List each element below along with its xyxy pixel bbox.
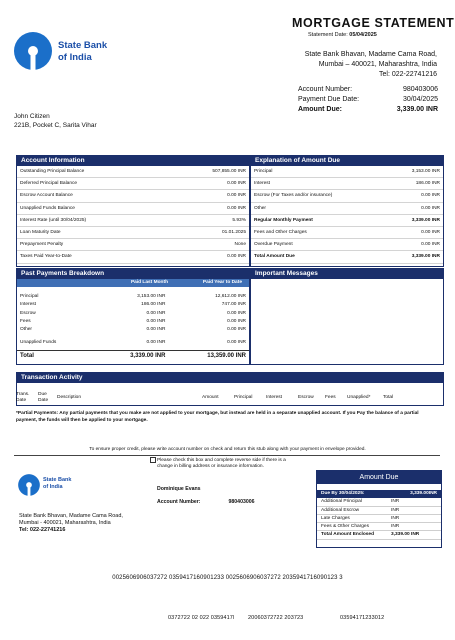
col-due-date: Due Date (38, 392, 49, 403)
stub-amount-label: Fees & Other Charges (321, 524, 369, 530)
stub-amount-value[interactable]: INR (391, 499, 400, 505)
account-info-row (17, 239, 249, 251)
account-info-row (17, 215, 249, 227)
important-messages-panel (250, 268, 444, 365)
explanation-row-label: Regular Monthly Payment (254, 217, 313, 223)
micr-line-lower-c: 03594171233012 (340, 615, 385, 621)
past-payment-label: Escrow (20, 310, 36, 316)
explanation-row-value: 0.00 INR (421, 193, 440, 199)
stub-due-by-row: Due By 30/04/2025: 3,339.00INR (317, 490, 441, 498)
stub-amount-due-box (316, 470, 442, 548)
credit-note: To ensure proper credit, please write account number on check and return this stub along with your payment in envelope provided. (89, 447, 366, 452)
stub-amount-value[interactable]: INR (391, 515, 400, 521)
past-payment-label: Other (20, 327, 32, 333)
past-payment-label: Fees (20, 318, 31, 324)
stub-amount-value[interactable]: INR (391, 507, 400, 513)
past-payment-label: Principal (20, 294, 39, 299)
account-info-row-value: 0.00 INR (227, 205, 246, 211)
sbi-logo-icon (12, 30, 54, 72)
address-change-checkbox[interactable] (150, 457, 156, 463)
col-escrow: Escrow (298, 395, 314, 400)
account-summary: Account Number: 980403006 Payment Due Date: 30/04/2025 Amount Due: 3,339.00 INR (298, 86, 438, 113)
explanation-row (251, 251, 443, 263)
micr-line-lower-b: 20060372722 203723 (248, 615, 304, 621)
account-info-row-label: Unapplied Funds Balance (20, 205, 75, 211)
account-info-row-value: 0.00 INR (227, 181, 246, 187)
past-payment-last: 186.00 INR (141, 302, 166, 308)
explanation-row-value: 3,153.00 INR (411, 169, 440, 174)
customer-address: John Citizen 221B, Pocket C, Sarita Vihar (14, 113, 97, 129)
past-payments-total-row: Total 3,339.00 INR 13,359.00 INR (17, 350, 249, 361)
account-info-row-value: 01.01.2025 (221, 229, 246, 235)
explanation-row-value: 3,339.00 INR (411, 217, 440, 223)
past-payment-last: 3,153.00 INR (137, 294, 166, 299)
explanation-row-value: 0.00 INR (421, 242, 440, 248)
stub-account-number: Account Number: 980403006 (157, 499, 255, 505)
account-info-row-label: Prepayment Penalty (20, 242, 64, 248)
account-info-row (17, 227, 249, 239)
account-information-title: Account Information (17, 156, 249, 166)
account-info-row (17, 166, 249, 178)
stub-amount-value[interactable]: INR (391, 524, 400, 530)
past-payment-ytd: 0.00 INR (227, 318, 246, 324)
statement-date: Statement Date: 05/04/2025 (308, 32, 377, 38)
explanation-row-value: 0.00 INR (421, 205, 440, 211)
sbi-logo-small-icon (17, 473, 41, 497)
explanation-row-label: Interest (254, 181, 270, 187)
account-info-row-label: Interest Rate (until 30/04/2025) (20, 217, 87, 223)
micr-line-lower-a: 0372722 02 022 0359417l (168, 615, 235, 621)
past-payment-label: Unapplied Funds (20, 340, 57, 346)
past-payment-ytd: 12,612.00 INR (215, 294, 246, 299)
account-info-row (17, 251, 249, 263)
past-payments-title: Past Payments Breakdown (17, 269, 249, 279)
past-payment-ytd: 747.00 INR (221, 302, 246, 308)
statement-title: MORTGAGE STATEMENT (292, 16, 455, 30)
account-info-row-value: None (234, 242, 246, 248)
explanation-row-label: Other (254, 205, 266, 211)
col-interest: Interest (266, 395, 282, 400)
explanation-row-label: Fees and Other Charges (254, 229, 307, 235)
col-total: Total (383, 395, 394, 400)
account-info-row (17, 203, 249, 215)
micr-line: 0025606906037272 0359417160901233 0025606906037272 2035941716090123 3 (112, 575, 343, 581)
bank-address: State Bank Bhavan, Madame Cama Road, Mumbai – 400021, Maharashtra, India Tel: 022-22741216 (304, 51, 437, 78)
account-info-row-label: Deferred Principal Balance (20, 181, 78, 187)
stub-amount-row (317, 531, 441, 539)
explanation-row-label: Principal (254, 169, 273, 174)
explanation-panel (250, 155, 444, 267)
explanation-row-value: 3,339.00 INR (411, 254, 440, 260)
stub-payer-name: Dominique Evans (157, 486, 201, 492)
past-payment-row (17, 326, 249, 334)
account-info-row-label: Taxes Paid Year-to-Date (20, 254, 72, 260)
past-payment-row (17, 318, 249, 326)
past-payment-row (17, 310, 249, 318)
explanation-title: Explanation of Amount Due (251, 156, 443, 166)
col-principal: Principal (234, 395, 253, 400)
past-payment-last: 0.00 INR (146, 318, 166, 324)
stub-amount-row (317, 507, 441, 515)
past-payment-ytd: 0.00 INR (227, 310, 246, 316)
address-change-note: Please check this box and complete reverse side if there is a change in billing address or insurance information. (157, 458, 286, 469)
explanation-row (251, 166, 443, 178)
explanation-row (251, 190, 443, 202)
account-info-row-value: 0.00 INR (227, 193, 246, 199)
transaction-columns (16, 392, 444, 404)
stub-amount-row (317, 515, 441, 523)
explanation-row-value: 186.00 INR (415, 181, 440, 187)
transaction-activity-title: Transaction Activity (17, 373, 443, 383)
col-amount: Amount (202, 395, 219, 400)
important-messages-title: Important Messages (251, 269, 443, 279)
account-info-row-value: 507,855.00 INR (212, 169, 246, 174)
past-payment-label: Interest (20, 302, 36, 308)
past-payment-last: 0.00 INR (146, 310, 166, 316)
explanation-row (251, 215, 443, 227)
past-payment-row (17, 293, 249, 301)
past-payment-row (17, 301, 249, 309)
explanation-row (251, 227, 443, 239)
past-payment-ytd: 0.00 INR (227, 327, 246, 333)
account-info-row (17, 178, 249, 190)
col-description: Description (57, 395, 81, 400)
past-payments-panel (16, 268, 250, 365)
explanation-row-value: 0.00 INR (421, 229, 440, 235)
explanation-row-label: Total Amount Due (254, 254, 295, 260)
col-fees: Fees (325, 395, 336, 400)
past-payments-header: Paid Last Month Paid Year to Date (17, 279, 249, 287)
account-info-row-label: Loan Maturity Date (20, 229, 61, 235)
explanation-row (251, 178, 443, 190)
stub-amount-value[interactable]: 3,339.00 INR (391, 532, 420, 538)
stub-amount-label: Additional Escrow (321, 507, 360, 513)
stub-amount-label: Additional Principal (321, 499, 362, 505)
stub-amount-due-title: Amount Due (317, 471, 441, 484)
account-info-row-label: Outstanding Principal Balance (20, 169, 85, 174)
account-info-row-value: 5.93% (232, 217, 246, 223)
col-unapplied: Unapplied* (347, 395, 371, 400)
past-payment-row (17, 339, 249, 347)
past-payment-ytd: 0.00 INR (227, 340, 246, 346)
bank-name-logo: State Bank of India (58, 40, 108, 63)
account-info-row (17, 190, 249, 202)
past-payment-last: 0.00 INR (146, 327, 166, 333)
stub-amount-label: Late Charges (321, 515, 350, 521)
stub-bank-address: State Bank Bhavan, Madame Cama Road, Mumbai - 400021, Maharashtra, India Tel: 022-22741216 (19, 513, 123, 533)
col-trans-date: Trans. Date (16, 392, 30, 403)
account-info-row-value: 0.00 INR (227, 254, 246, 260)
account-information-panel (16, 155, 250, 267)
explanation-row (251, 239, 443, 251)
explanation-row-label: Escrow (For Taxes and/or insurance) (254, 193, 333, 199)
stub-amount-row (317, 498, 441, 506)
explanation-row-label: Overdue Payment (254, 242, 293, 248)
bank-name-logo-small: State Bank of India (43, 477, 72, 490)
stub-amount-row (317, 523, 441, 531)
past-payment-last: 0.00 INR (146, 340, 166, 346)
explanation-row (251, 203, 443, 215)
stub-divider (14, 455, 440, 456)
stub-amount-label: Total Amount Enclosed (321, 532, 375, 538)
partial-payments-note: *Partial Payments: Any partial payments that you make are not applied to your mortgage, but instead are held in a separate unapplied account. If you Pay the balance of a partial payment, the funds will then be applied to your mortgage. (16, 411, 419, 423)
account-info-row-label: Escrow Account Balance (20, 193, 73, 199)
